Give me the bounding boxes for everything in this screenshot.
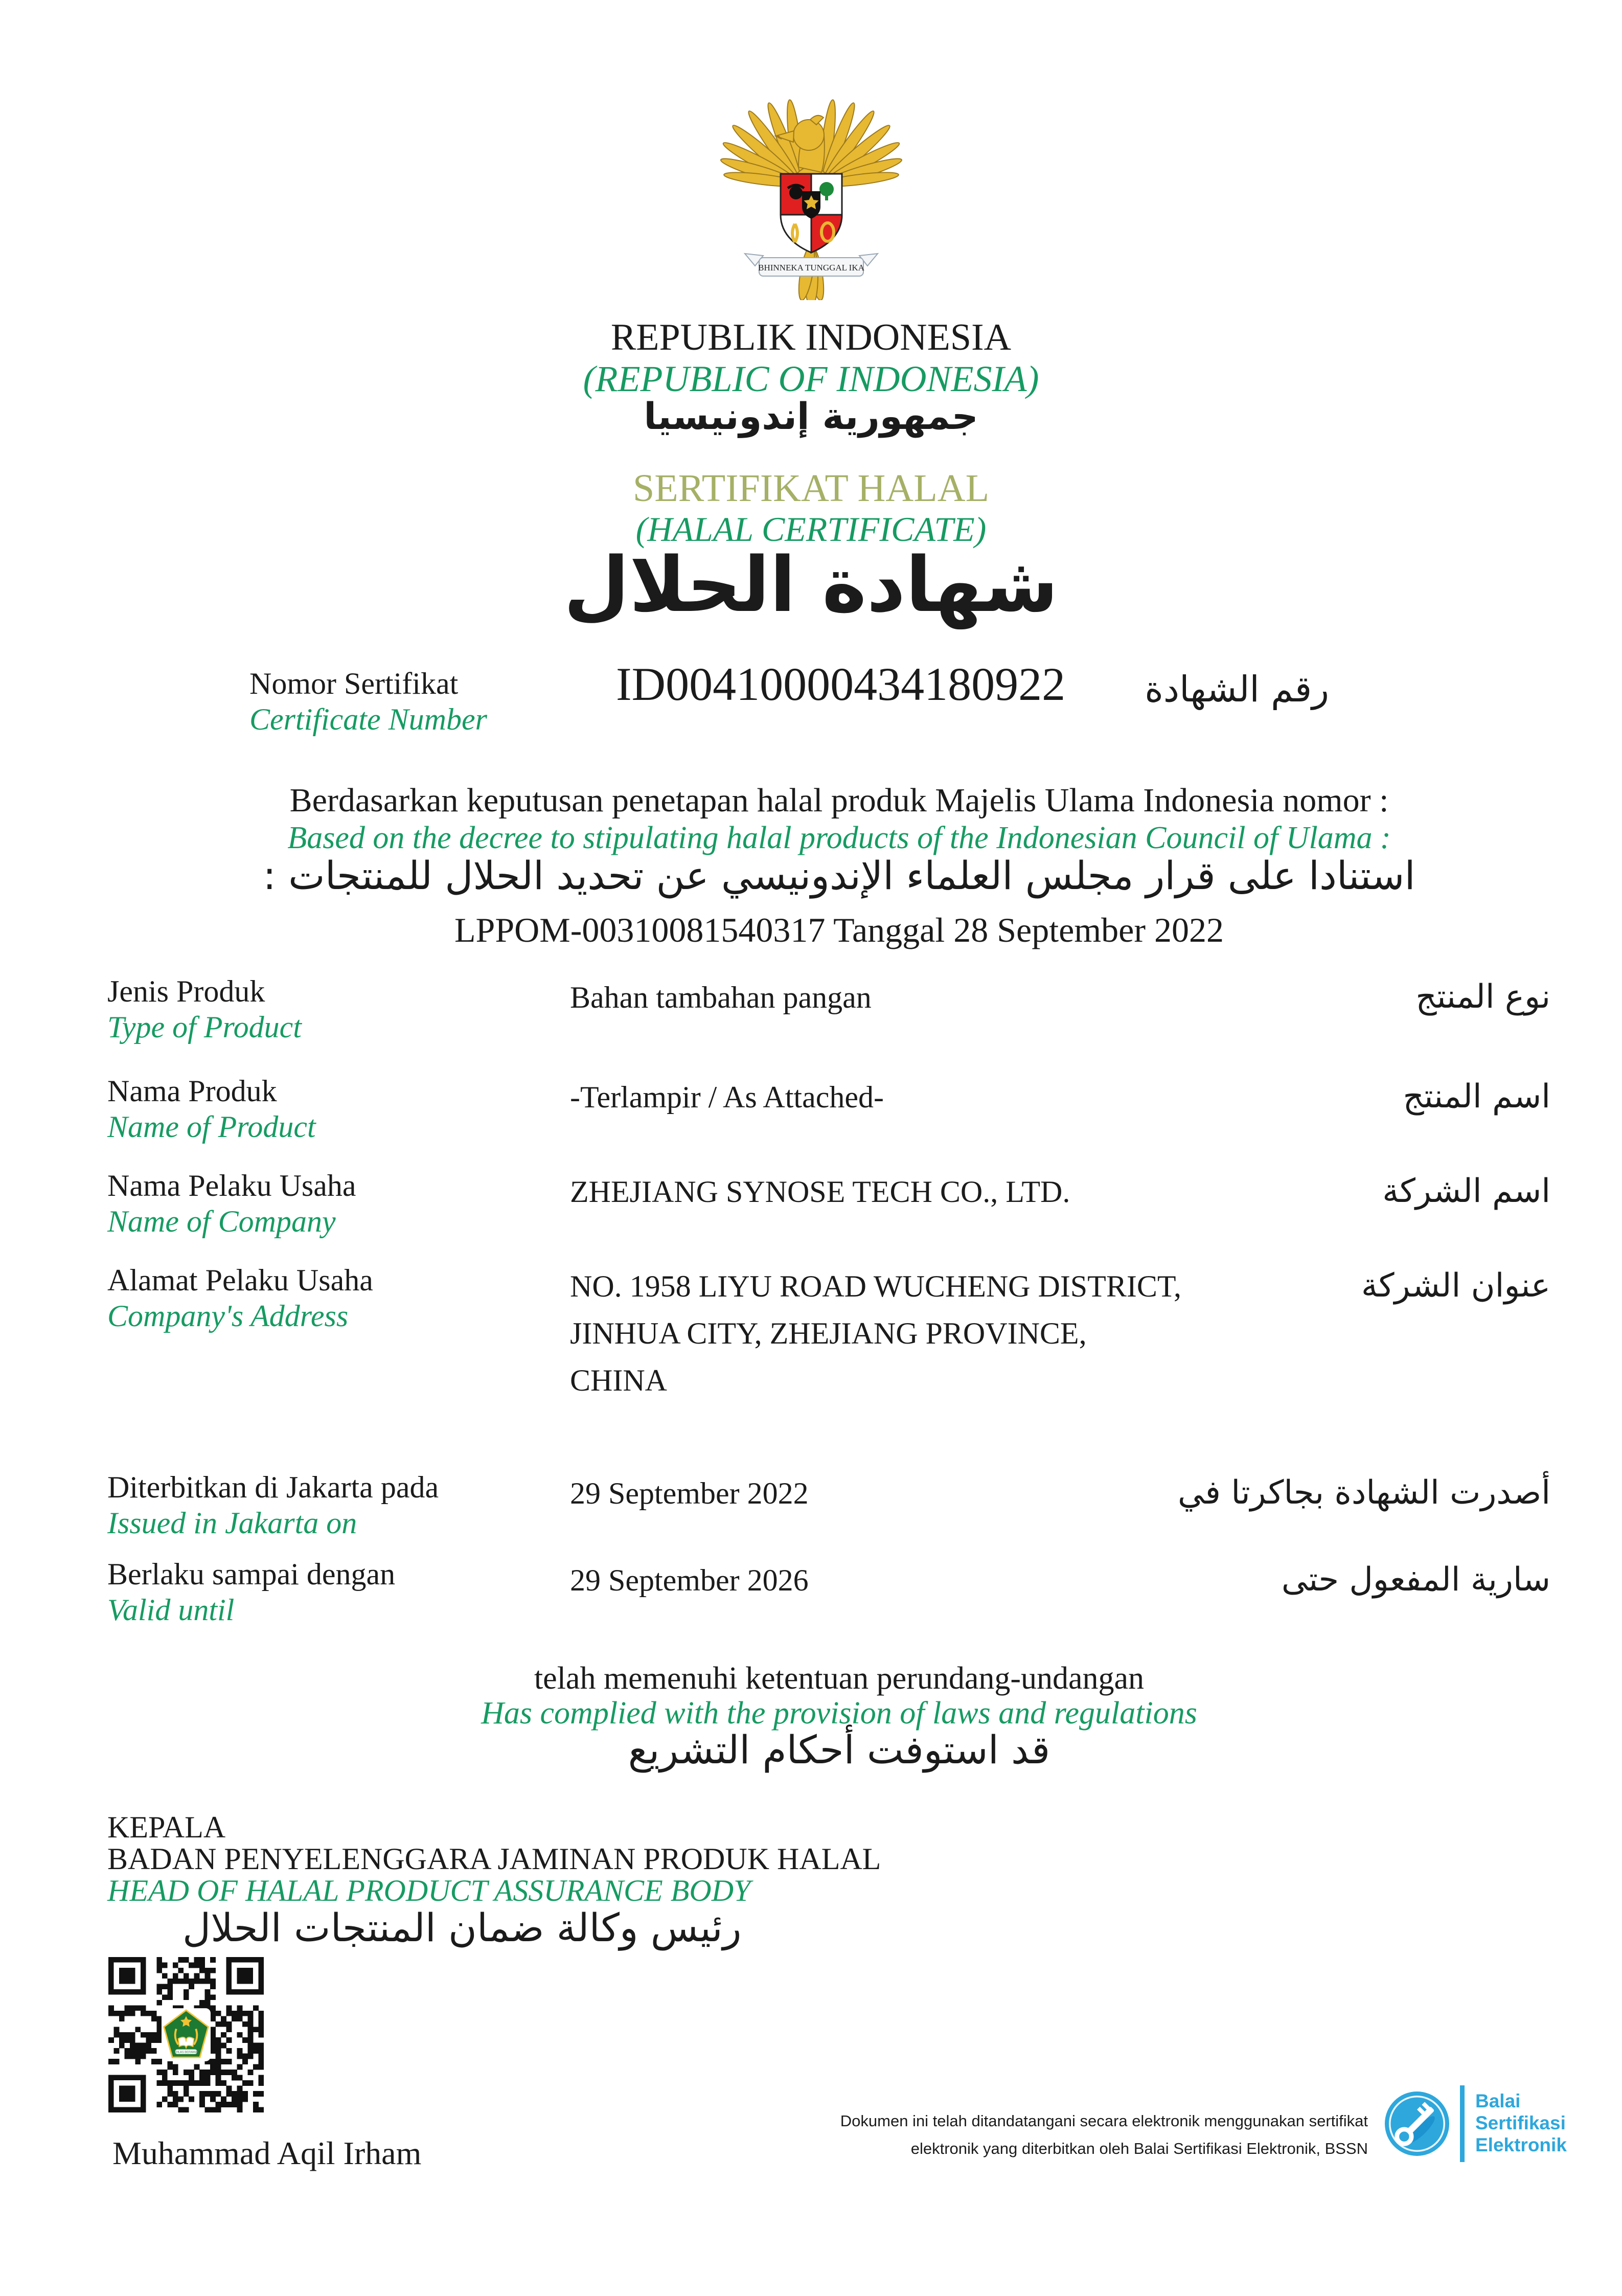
field-label-ar: سارية المفعول حتى — [1281, 1561, 1550, 1599]
bse-logo-line-1: Balai — [1475, 2090, 1521, 2111]
bse-logo-line-2: Sertifikasi — [1475, 2112, 1566, 2133]
field-label-ar: عنوان الشركة — [1361, 1267, 1550, 1305]
field-label-id: Diterbitkan di Jakarta pada — [107, 1470, 439, 1504]
decree-number-line: LPPOM-00310081540317 Tanggal 28 September 2022 — [454, 911, 1224, 949]
address-line-1: NO. 1958 LIYU ROAD WUCHENG DISTRICT, — [570, 1269, 1182, 1303]
bse-logo-line-3: Elektronik — [1475, 2134, 1567, 2155]
pancasila-shield — [781, 174, 842, 253]
bse-divider-bar — [1460, 2085, 1465, 2162]
disclaimer-line-2: elektronik yang diterbitkan oleh Balai Sertifikasi Elektronik, BSSN — [910, 2140, 1368, 2157]
field-label-en: Valid until — [107, 1593, 235, 1627]
field-label-id: Alamat Pelaku Usaha — [107, 1263, 373, 1297]
field-label-id: Jenis Produk — [107, 974, 265, 1008]
field-value: 29 September 2026 — [570, 1563, 809, 1597]
field-label-ar: نوع المنتج — [1415, 978, 1550, 1016]
field-value: ZHEJIANG SYNOSE TECH CO., LTD. — [570, 1175, 1070, 1209]
address-line-3: CHINA — [570, 1363, 667, 1397]
disclaimer-line-1: Dokumen ini telah ditandatangani secara elektronik menggunakan sertifikat — [840, 2112, 1368, 2130]
certificate-number-value: ID00410000434180922 — [616, 658, 1066, 710]
field-value — [570, 1263, 1181, 1404]
bse-logo-text — [1475, 2090, 1567, 2156]
field-label-id: Berlaku sampai dengan — [107, 1557, 396, 1591]
field-label-ar: اسم الشركة — [1382, 1172, 1550, 1210]
field-label-ar: اسم المنتج — [1403, 1078, 1550, 1116]
field-label-id: Nama Produk — [107, 1074, 277, 1108]
signatory-title-ar: رئيس وكالة ضمان المنتجات الحلال — [182, 1905, 742, 1950]
field-label-en: Issued in Jakarta on — [107, 1506, 357, 1540]
country-name-en: (REPUBLIC OF INDONESIA) — [583, 358, 1039, 399]
field-label-en: Company's Address — [107, 1299, 349, 1333]
field-value: -Terlampir / As Attached- — [570, 1080, 884, 1114]
bse-key-icon — [1381, 2087, 1453, 2160]
field-label-en: Type of Product — [107, 1010, 302, 1044]
decree-line-ar: استنادا على قرار مجلس العلماء الإندونيسي عن تحديد الحلال للمنتجات : — [263, 853, 1415, 898]
signatory-org: BADAN PENYELENGGARA JAMINAN PRODUK HALAL — [107, 1842, 881, 1876]
country-name-id: REPUBLIK INDONESIA — [610, 316, 1012, 358]
certificate-number-label-ar: رقم الشهادة — [1145, 668, 1329, 710]
field-value: 29 September 2022 — [570, 1476, 809, 1510]
garuda-pancasila-emblem — [704, 78, 919, 300]
certificate-number-label-en: Certificate Number — [249, 702, 487, 736]
decree-line-id: Berdasarkan keputusan penetapan halal produk Majelis Ulama Indonesia nomor : — [289, 782, 1389, 819]
compliance-line-id: telah memenuhi ketentuan perundang-undangan — [534, 1661, 1145, 1696]
field-label-en: Name of Company — [107, 1204, 336, 1238]
signature-qr-code — [108, 1957, 264, 2112]
kemenag-logo — [162, 2008, 211, 2061]
country-name-ar: جمهورية إندونيسيا — [644, 395, 978, 438]
field-label-ar: أصدرت الشهادة بجاكرتا في — [1178, 1474, 1550, 1512]
field-label-id: Nama Pelaku Usaha — [107, 1169, 356, 1202]
field-value: Bahan tambahan pangan — [570, 981, 872, 1014]
certificate-title-ar: شهادة الحلال — [563, 541, 1059, 629]
kemenag-motto-text: IKHLAS BERAMAL — [173, 2051, 199, 2054]
decree-line-en: Based on the decree to stipulating halal products of the Indonesian Council of Ulama : — [287, 821, 1391, 855]
certificate-title-en: (HALAL CERTIFICATE) — [635, 510, 987, 549]
address-line-2: JINHUA CITY, ZHEJIANG PROVINCE, — [570, 1316, 1087, 1350]
signatory-title-en: HEAD OF HALAL PRODUCT ASSURANCE BODY — [107, 1874, 751, 1907]
certificate-title-id: SERTIFIKAT HALAL — [632, 467, 990, 510]
field-label-en: Name of Product — [107, 1110, 316, 1144]
motto-text: BHINNEKA TUNGGAL IKA — [758, 263, 864, 272]
signatory-name: Muhammad Aqil Irham — [112, 2135, 422, 2171]
signatory-title-id: KEPALA — [107, 1810, 226, 1844]
compliance-line-ar: قد استوفت أحكام التشريع — [628, 1727, 1050, 1772]
electronic-signature-disclaimer — [840, 2107, 1368, 2163]
certificate-number-label-id: Nomor Sertifikat — [249, 667, 459, 700]
compliance-line-en: Has complied with the provision of laws and regulations — [481, 1696, 1197, 1731]
